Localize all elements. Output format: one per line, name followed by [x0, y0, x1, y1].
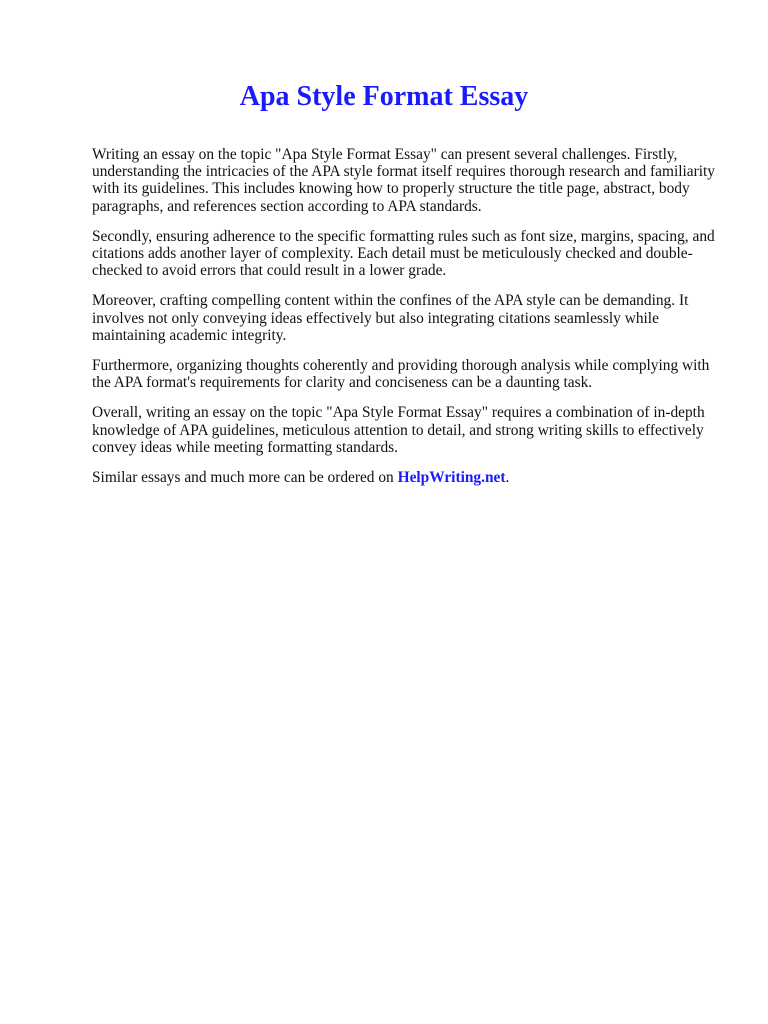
document-body: [92, 146, 724, 499]
paragraph-5: Overall, writing an essay on the topic "Apa Style Format Essay" requires a combination of in-depth knowledge of APA guidelines, meticulous attention to detail, and strong writing skills to effectively convey ideas while meeting formatting standards.: [92, 404, 705, 456]
order-line-suffix: .: [505, 469, 510, 487]
paragraph-4: Furthermore, organizing thoughts coherently and providing thorough analysis while complying with the APA format's requirements for clarity and conciseness can be a daunting task.: [92, 357, 710, 392]
helpwriting-link[interactable]: HelpWriting.net: [397, 469, 506, 487]
paragraph-1: Writing an essay on the topic "Apa Style Format Essay" can present several challenges. Firstly, understanding the intricacies of the APA style format itself requires thorough research and familiarity with its guidelines. This includes knowing how to properly structure the title page, abstract, body paragraphs, and references section according to APA standards.: [92, 146, 716, 215]
paragraph-3: Moreover, crafting compelling content within the confines of the APA style can be demanding. It involves not only conveying ideas effectively but also integrating citations seamlessly while maintaining academic integrity.: [92, 292, 689, 344]
document-title: Apa Style Format Essay: [239, 81, 529, 112]
paragraph-2: Secondly, ensuring adherence to the specific formatting rules such as font size, margins, spacing, and citations adds another layer of complexity. Each detail must be meticulously checked and double-checked to avoid errors that could result in a lower grade.: [92, 227, 715, 280]
order-line: [92, 469, 724, 486]
order-line-prefix: Similar essays and much more can be ordered on: [92, 469, 398, 487]
